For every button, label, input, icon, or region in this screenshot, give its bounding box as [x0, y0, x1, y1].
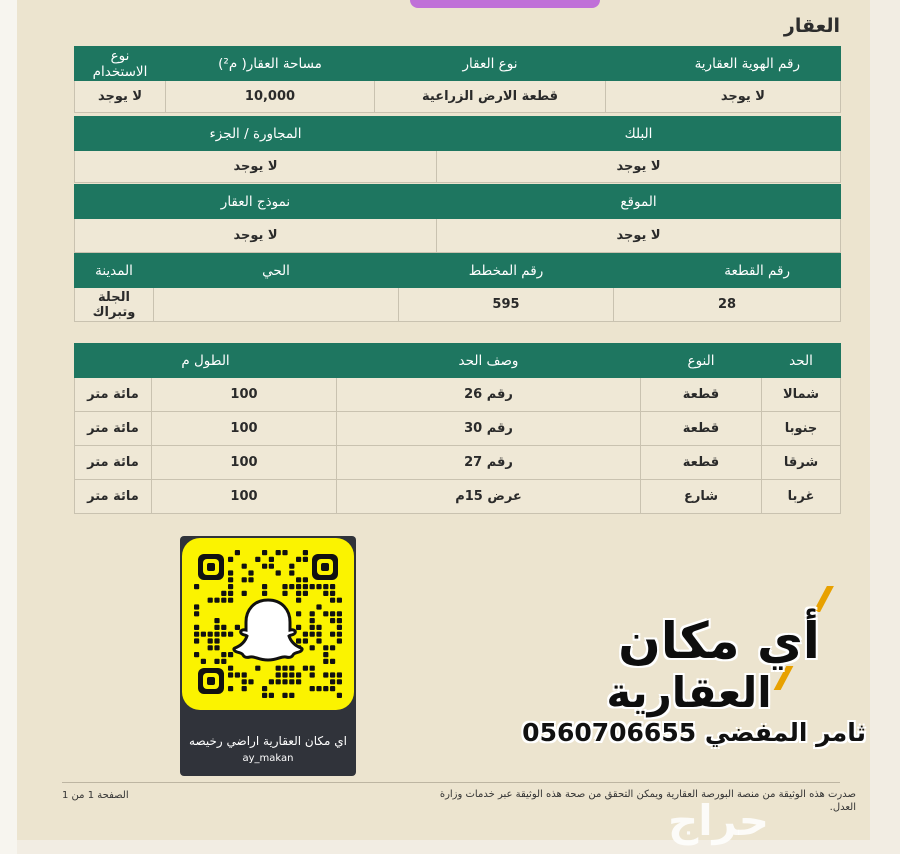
watermark: حراج [668, 796, 770, 845]
boundary-kind: شارع [641, 480, 762, 514]
boundary-length: 100 [152, 412, 337, 446]
table-row [75, 480, 841, 514]
page-margin [0, 0, 17, 854]
header-boundary-description: وصف الحد [337, 344, 641, 378]
boundary-kind: قطعة [641, 412, 762, 446]
boundary-direction: شرقا [762, 446, 841, 480]
ghost-icon [234, 600, 302, 660]
agent-phone[interactable]: 0560706655 [522, 718, 697, 747]
value-area: 10,000 [166, 81, 375, 113]
footer-note: صدرت هذه الوثيقة من منصة البورصة العقارية ويمكن التحقق من صحة هذه الوثيقة عبر خدمات وزارة العدل. [439, 789, 856, 813]
header-neighborhood-part: المجاورة / الجزء [75, 117, 437, 151]
table-row [75, 446, 841, 480]
boundary-length-words: مائة متر [75, 480, 152, 514]
boundary-length: 100 [152, 480, 337, 514]
table-row [75, 412, 841, 446]
boundary-description: رقم 26 [337, 378, 641, 412]
snapcode-caption: اي مكان العقارية اراضي رخيصه [189, 734, 347, 748]
boundary-length-words: مائة متر [75, 378, 152, 412]
header-area: مساحة العقار( م²) [166, 47, 375, 81]
section-title: العقار [783, 15, 840, 37]
boundary-direction: جنوبا [762, 412, 841, 446]
boundary-length-words: مائة متر [75, 446, 152, 480]
header-location: الموقع [437, 185, 841, 219]
snapcode [182, 538, 354, 710]
block-info-table [74, 116, 841, 183]
header-scheme-number: رقم المخطط [399, 254, 614, 288]
boundary-length: 100 [152, 378, 337, 412]
qr-code-icon [182, 538, 354, 710]
header-city: المدينة [75, 254, 154, 288]
agent-name: ثامر المفضي [704, 718, 866, 747]
value-block: لا يوجد [437, 151, 841, 183]
header-plot-number: رقم القطعة [614, 254, 841, 288]
highlight-mark [410, 0, 600, 8]
boundary-kind: قطعة [641, 378, 762, 412]
header-block: البلك [437, 117, 841, 151]
value-property-type: قطعة الارض الزراعية [375, 81, 606, 113]
plot-info-table [74, 253, 841, 322]
value-plot-number: 28 [614, 288, 841, 322]
header-boundary: الحد [762, 344, 841, 378]
value-usage-type: لا يوجد [75, 81, 166, 113]
page-number: الصفحة 1 من 1 [62, 790, 129, 801]
header-district: الحي [154, 254, 399, 288]
header-length: الطول م [75, 344, 337, 378]
footer-divider [62, 782, 840, 783]
header-property-id: رقم الهوية العقارية [606, 47, 841, 81]
boundary-description: رقم 27 [337, 446, 641, 480]
boundary-length: 100 [152, 446, 337, 480]
boundary-description: رقم 30 [337, 412, 641, 446]
snapcode-username: ay_makan [242, 753, 294, 764]
table-row [75, 378, 841, 412]
header-property-type: نوع العقار [375, 47, 606, 81]
boundary-direction: شمالا [762, 378, 841, 412]
boundary-description: عرض 15م [337, 480, 641, 514]
property-info-table [74, 46, 841, 113]
value-neighborhood-part: لا يوجد [75, 151, 437, 183]
value-property-id: لا يوجد [606, 81, 841, 113]
brand-subtitle: العقارية [606, 668, 772, 717]
value-property-model: لا يوجد [75, 219, 437, 253]
value-scheme-number: 595 [399, 288, 614, 322]
snapcode-card [180, 536, 356, 776]
boundaries-table [74, 343, 841, 514]
brand-name: أي مكان [618, 612, 820, 670]
value-location: لا يوجد [437, 219, 841, 253]
value-district [154, 288, 399, 322]
location-info-table [74, 184, 841, 253]
boundary-length-words: مائة متر [75, 412, 152, 446]
value-city: الجلة وتبراك [75, 288, 154, 322]
header-kind: النوع [641, 344, 762, 378]
boundary-direction: غربا [762, 480, 841, 514]
header-usage-type: نوع الاستخدام [75, 47, 166, 81]
agent-contact [522, 718, 866, 747]
boundary-kind: قطعة [641, 446, 762, 480]
header-property-model: نموذج العقار [75, 185, 437, 219]
